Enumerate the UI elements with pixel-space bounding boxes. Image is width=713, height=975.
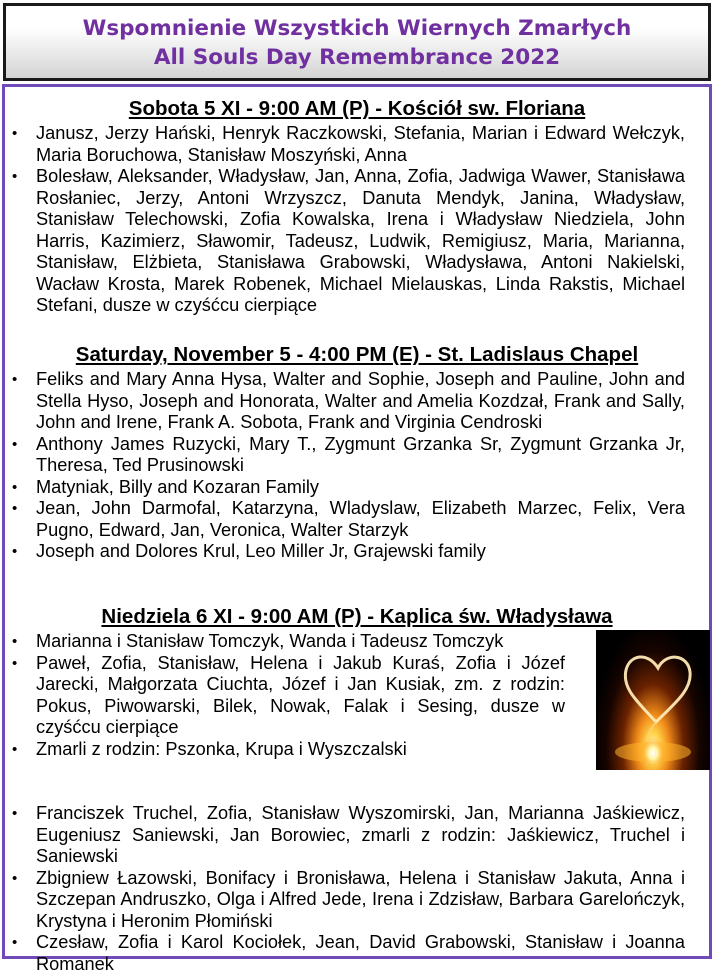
names-list-saturday-english xyxy=(5,369,685,563)
list-item: • Bolesław, Aleksander, Władysław, Jan, Anna, Zofia, Jadwiga Wawer, Stanisława Rosłaniec, Jerzy, Antoni Wrzyszcz, Danuta Mendyk, Janina, Władysław, Stanisław Telechowski, Zofia Kowalska, Irena i Władysław Niedziela, John Harris, Kazimierz, Sławomir, Tadeusz, Ludwik, Remigiusz, Maria, Marianna, Stanisław, Elżbieta, Stanisława Grabowski, Władysława, Antoni Nakielski, Wacław Krosta, Marek Robenek, Michael Mielauskas, Linda Rakstis, Michael Stefani, dusze w czyśćcu cierpiące xyxy=(5,166,685,317)
names-list-saturday-polish xyxy=(5,123,685,317)
header-banner xyxy=(3,3,711,81)
names-list-sunday-part2 xyxy=(5,803,685,975)
list-item: • Janusz, Jerzy Hański, Henryk Raczkowski, Stefania, Marian i Edward Wełczyk, Maria Boruchowa, Stanisław Moszyński, Anna xyxy=(5,123,685,166)
list-item: • Joseph and Dolores Krul, Leo Miller Jr, Grajewski family xyxy=(5,541,685,563)
names-list-sunday-part1 xyxy=(5,631,565,760)
title-polish: Wspomnienie Wszystkich Wiernych Zmarłych xyxy=(82,16,632,41)
section-title-sunday-polish: Niedziela 6 XI - 9:00 AM (P) - Kaplica św. Władysława xyxy=(101,605,613,628)
list-item: • Anthony James Ruzycki, Mary T., Zygmunt Grzanka Sr, Zygmunt Grzanka Jr, Theresa, Ted Prusinowski xyxy=(5,434,685,477)
section-title-saturday-polish: Sobota 5 XI - 9:00 AM (P) - Kościół sw. Floriana xyxy=(128,97,586,120)
list-item: • Czesław, Zofia i Karol Kociołek, Jean, David Grabowski, Stanisław i Joanna Romanek xyxy=(5,932,685,975)
list-item: • Zbigniew Łazowski, Bonifacy i Bronisława, Helena i Stanisław Jakuta, Anna i Szczepan Andruszko, Olga i Alfred Jede, Irena i Zdzisław, Barbara Garelończyk, Krystyna i Heronim Płomiński xyxy=(5,868,685,933)
list-item: • Marianna i Stanisław Tomczyk, Wanda i Tadeusz Tomczyk xyxy=(5,631,565,653)
list-item: • Feliks and Mary Anna Hysa, Walter and Sophie, Joseph and Pauline, John and Stella Hyso, Joseph and Honorata, Walter and Amelia Kozdzał, Frank and Sally, John and Irene, Frank A. Sobota, Frank and Virginia Cendroski xyxy=(5,369,685,434)
list-item: • Matyniak, Billy and Kozaran Family xyxy=(5,477,685,499)
list-item: • Jean, John Darmofal, Katarzyna, Wladyslaw, Elizabeth Marzec, Felix, Vera Pugno, Edward, Jan, Veronica, Walter Starzyk xyxy=(5,498,685,541)
heart-candle-image xyxy=(596,630,710,770)
list-item: • Paweł, Zofia, Stanisław, Helena i Jakub Kuraś, Zofia i Józef Jarecki, Małgorzata Ciuchta, Józef i Jan Kusiak, zm. z rodzin: Pokus, Piwowarski, Bilek, Nowak, Falak i Sesing, dusze w czyśćcu cierpiące xyxy=(5,653,565,739)
heart-candle-icon xyxy=(596,630,710,770)
section-title-saturday-english: Saturday, November 5 - 4:00 PM (E) - St. Ladislaus Chapel xyxy=(75,343,639,366)
list-item: • Zmarli z rodzin: Pszonka, Krupa i Wyszczalski xyxy=(5,739,565,761)
list-item: • Franciszek Truchel, Zofia, Stanisław Wyszomirski, Jan, Marianna Jaśkiewicz, Eugeniusz Saniewski, Jan Borowiec, zmarli z rodzin: Jaśkiewicz, Truchel i Saniewski xyxy=(5,803,685,868)
content-frame xyxy=(2,84,712,974)
title-english: All Souls Day Remembrance 2022 xyxy=(153,45,561,70)
